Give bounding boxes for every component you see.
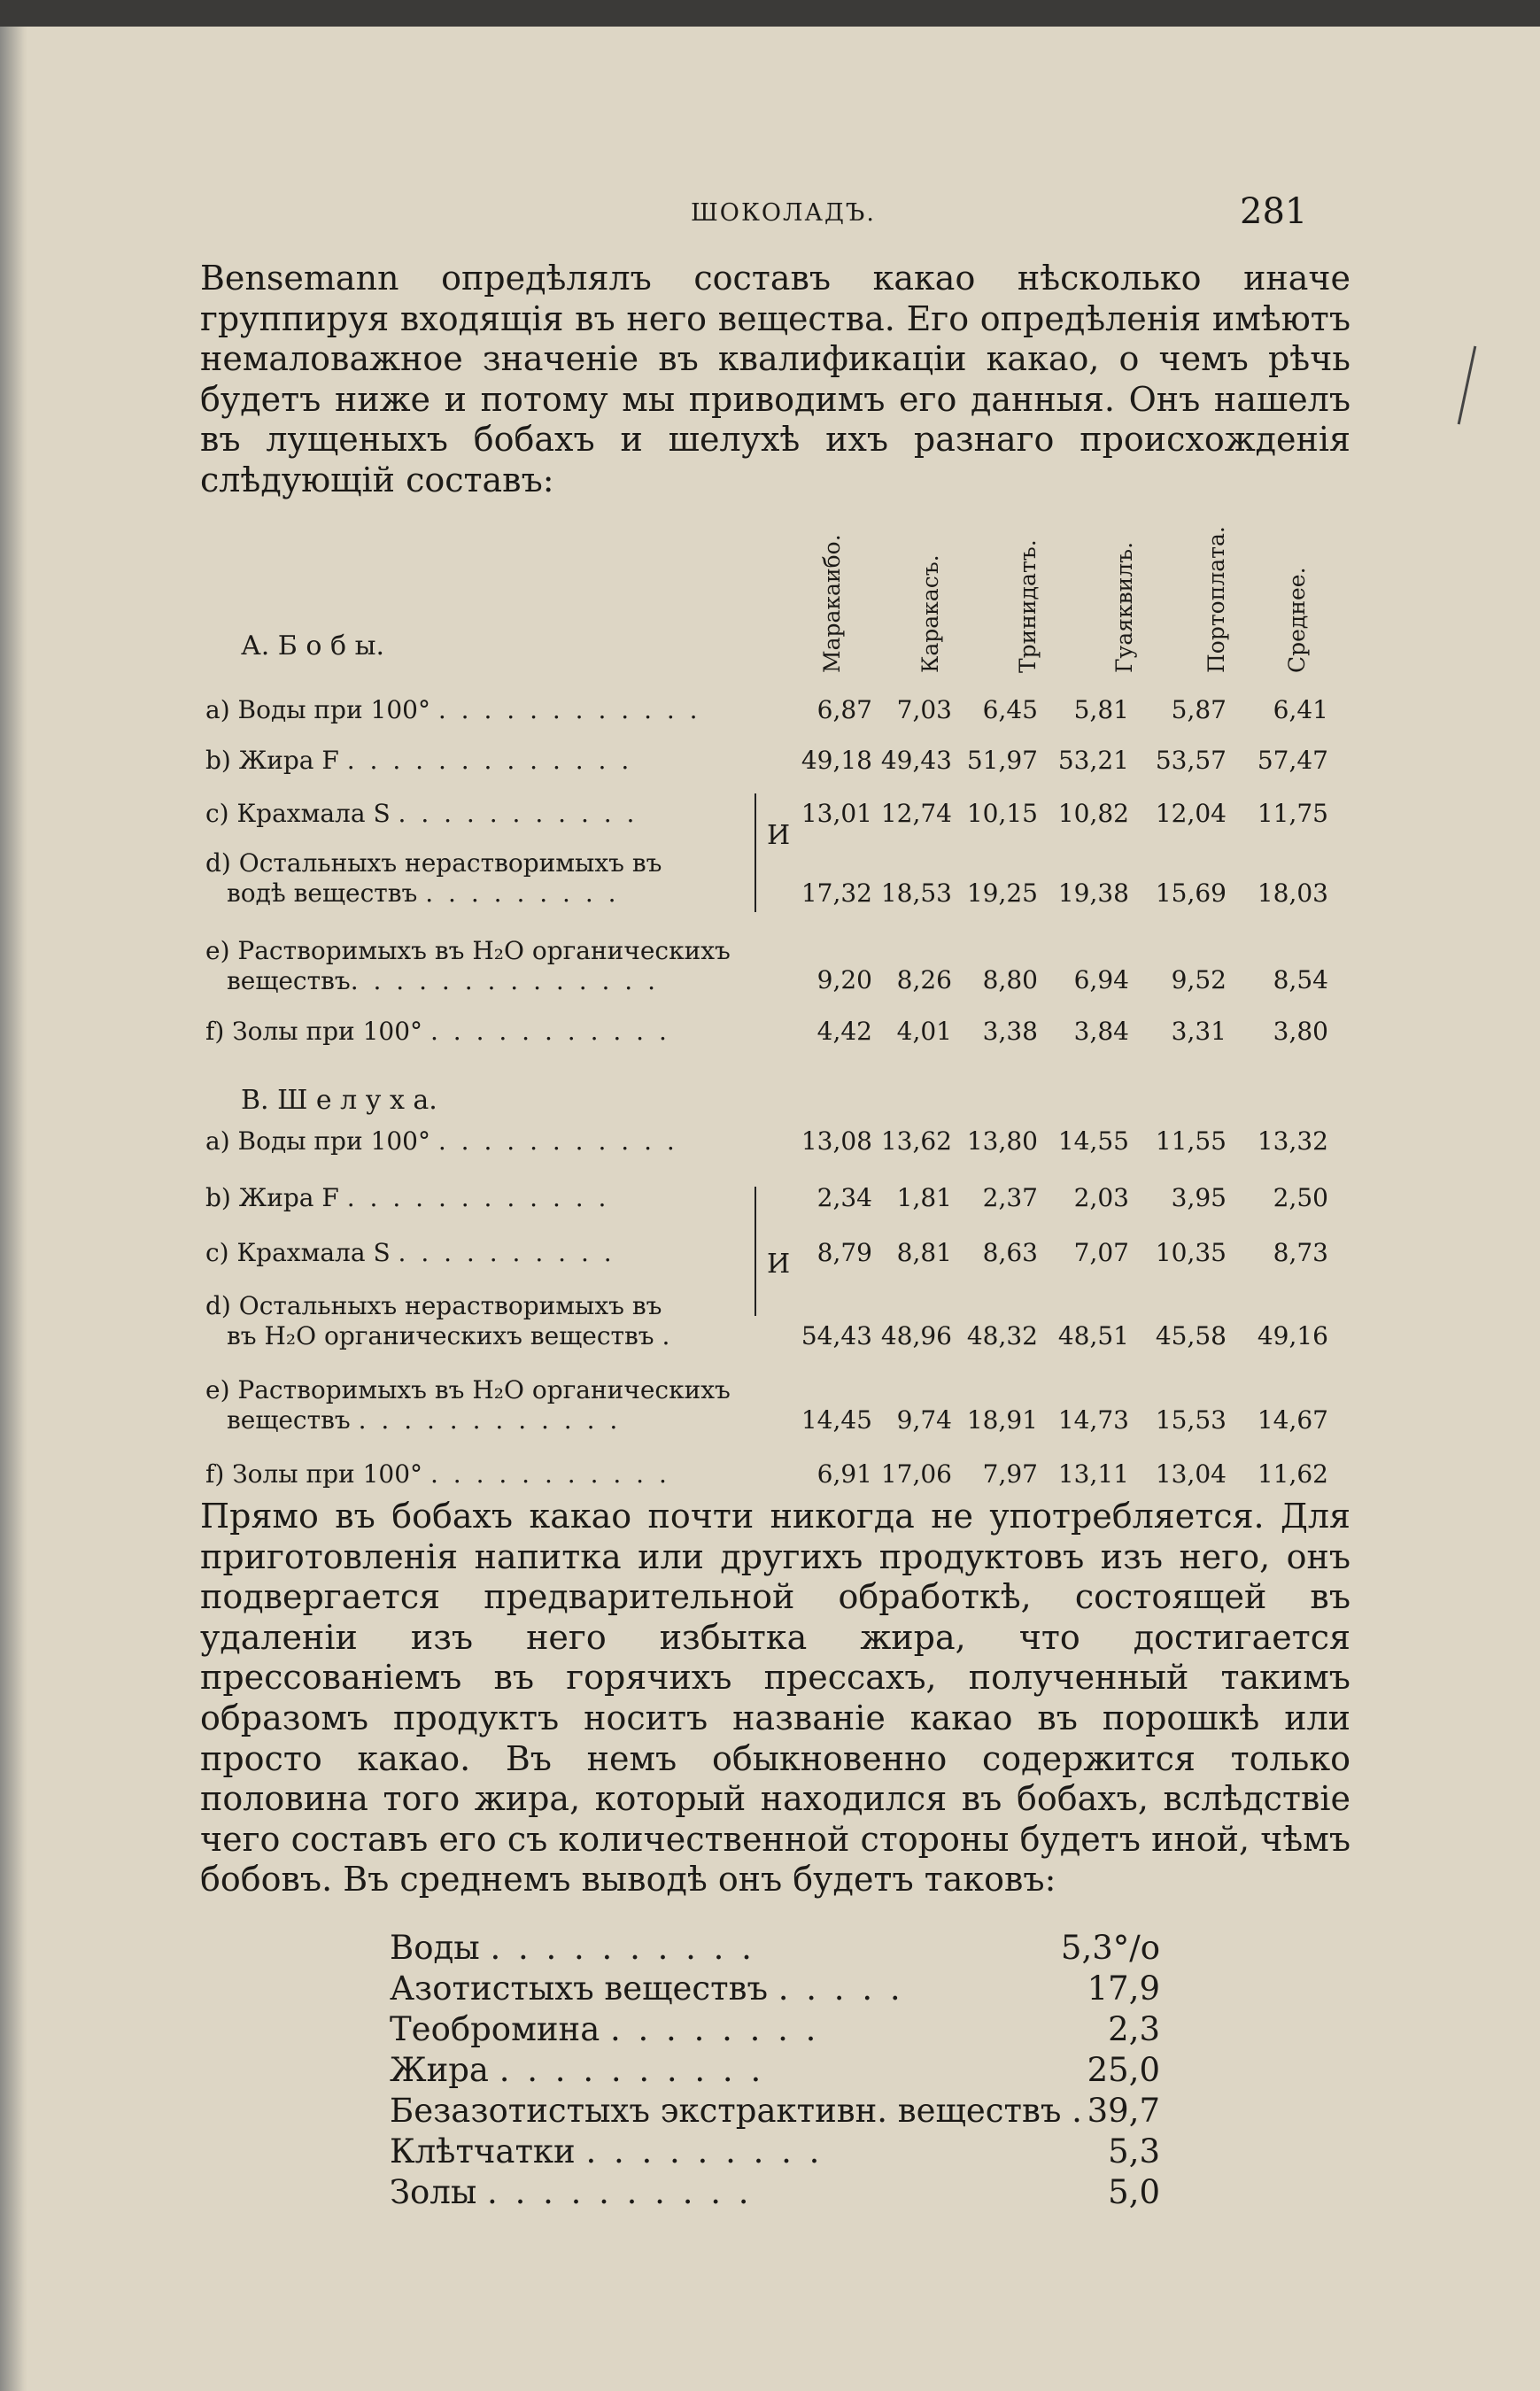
table-cell: 10,35 bbox=[1155, 1238, 1227, 1267]
table-row-label: f) Золы при 100° . . . . . . . . . . . bbox=[205, 1017, 670, 1046]
summary-item-value: 5,3°/o bbox=[1060, 1929, 1160, 1967]
table-cell: 2,03 bbox=[1073, 1183, 1129, 1212]
table-cell: 19,38 bbox=[1057, 878, 1129, 908]
table-cell: 5,87 bbox=[1171, 695, 1227, 724]
summary-item-label: Безазотистыхъ экстрактивн. веществъ . bbox=[390, 2092, 1086, 2130]
table-row-label: d) Остальныхъ нерастворимыхъ въ водѣ веществъ . . . . . . . . . bbox=[205, 848, 662, 908]
table-cell: 45,58 bbox=[1155, 1321, 1227, 1350]
table-row-label: f) Золы при 100° . . . . . . . . . . . bbox=[205, 1459, 670, 1489]
table-cell: 14,55 bbox=[1057, 1126, 1129, 1156]
table-cell: 3,95 bbox=[1171, 1183, 1227, 1212]
table-cell: 49,16 bbox=[1257, 1321, 1328, 1350]
table-row-label: a) Воды при 100° . . . . . . . . . . . . bbox=[205, 695, 701, 724]
column-header: Маракаибо. bbox=[819, 534, 845, 673]
table-cell: 14,73 bbox=[1057, 1405, 1129, 1435]
table-cell: 15,69 bbox=[1155, 878, 1227, 908]
table-cell: 48,32 bbox=[966, 1321, 1038, 1350]
table-cell: 14,45 bbox=[801, 1405, 872, 1435]
table-cell: 13,80 bbox=[966, 1126, 1038, 1156]
brace-bracket bbox=[755, 1187, 756, 1316]
table-cell: 2,37 bbox=[982, 1183, 1038, 1212]
table-cell: 3,31 bbox=[1171, 1017, 1227, 1046]
table-cell: 18,03 bbox=[1257, 878, 1328, 908]
table-row-label: d) Остальныхъ нерастворимыхъ въ въ H₂O органическихъ веществъ . bbox=[205, 1291, 670, 1350]
table-cell: 9,74 bbox=[896, 1405, 952, 1435]
table-cell: 4,01 bbox=[896, 1017, 952, 1046]
section-b-title: B. Ш е л у х а. bbox=[241, 1085, 437, 1116]
table-cell: 7,97 bbox=[982, 1459, 1038, 1489]
table-cell: 12,74 bbox=[880, 799, 952, 828]
table-cell: 5,81 bbox=[1073, 695, 1129, 724]
table-cell: 13,08 bbox=[801, 1126, 872, 1156]
table-row-label: c) Крахмала S . . . . . . . . . . . bbox=[205, 799, 638, 828]
table-cell: 7,07 bbox=[1073, 1238, 1129, 1267]
table-cell: 13,62 bbox=[880, 1126, 952, 1156]
table-cell: 13,32 bbox=[1257, 1126, 1328, 1156]
table-cell: 6,91 bbox=[816, 1459, 872, 1489]
summary-item-label: Теобромина . . . . . . . . bbox=[390, 2010, 820, 2048]
page-number: 281 bbox=[1240, 191, 1308, 232]
table-cell: 51,97 bbox=[966, 746, 1038, 775]
table-cell: 48,96 bbox=[880, 1321, 952, 1350]
table-cell: 11,75 bbox=[1257, 799, 1328, 828]
table-cell: 9,52 bbox=[1171, 965, 1227, 994]
table-cell: 7,03 bbox=[896, 695, 952, 724]
table-cell: 53,57 bbox=[1155, 746, 1227, 775]
scan-binding-shadow bbox=[0, 27, 25, 2391]
table-cell: 10,15 bbox=[966, 799, 1038, 828]
body-paragraph: Прямо въ бобахъ какао почти никогда не употребляется. Для приготовленія напитка или другихъ продуктовъ изъ него, онъ подвергается предварительной обработкѣ, состоящей въ удаленіи изъ него избытка жира, что достигается прессованіемъ въ горячихъ прессахъ, полученный такимъ образомъ продуктъ носитъ названіе какао въ порошкѣ или просто какао. Въ немъ обыкновенно содержится только половина того жира, который находился въ бобахъ, вслѣдствіе чего составъ его съ количественной стороны будетъ иной, чѣмъ бобовъ. Въ среднемъ выводѣ онъ будетъ таковъ: bbox=[200, 1497, 1350, 1900]
margin-mark bbox=[1458, 346, 1477, 425]
table-row-label: c) Крахмала S . . . . . . . . . . bbox=[205, 1238, 615, 1267]
table-cell: 9,20 bbox=[816, 965, 872, 994]
table-cell: 3,38 bbox=[982, 1017, 1038, 1046]
table-cell: 12,04 bbox=[1155, 799, 1227, 828]
table-cell: 11,62 bbox=[1257, 1459, 1328, 1489]
table-cell: 57,47 bbox=[1257, 746, 1328, 775]
table-cell: 13,01 bbox=[801, 799, 872, 828]
table-cell: 8,63 bbox=[982, 1238, 1038, 1267]
scan-top-edge bbox=[0, 0, 1540, 27]
summary-item-label: Азотистыхъ веществъ . . . . . bbox=[390, 1969, 904, 2008]
running-header: ШОКОЛАДЪ. bbox=[691, 199, 876, 227]
table-cell: 8,26 bbox=[896, 965, 952, 994]
table-cell: 11,55 bbox=[1155, 1126, 1227, 1156]
table-cell: 54,43 bbox=[801, 1321, 872, 1350]
table-cell: 49,18 bbox=[801, 746, 872, 775]
column-header: Тринидатъ. bbox=[1015, 539, 1041, 673]
table-cell: 10,82 bbox=[1057, 799, 1129, 828]
table-row-label: b) Жира F . . . . . . . . . . . . bbox=[205, 1183, 610, 1212]
table-cell: 3,80 bbox=[1273, 1017, 1328, 1046]
table-cell: 6,94 bbox=[1073, 965, 1129, 994]
table-cell: 6,45 bbox=[982, 695, 1038, 724]
table-cell: 17,32 bbox=[801, 878, 872, 908]
table-cell: 6,41 bbox=[1273, 695, 1328, 724]
table-row-label: e) Растворимыхъ въ H₂O органическихъ веществъ . . . . . . . . . . . . bbox=[205, 1375, 731, 1435]
table-cell: 8,73 bbox=[1273, 1238, 1328, 1267]
table-cell: 6,87 bbox=[816, 695, 872, 724]
table-cell: 3,84 bbox=[1073, 1017, 1129, 1046]
summary-item-value: 5,0 bbox=[1108, 2173, 1160, 2211]
table-cell: 49,43 bbox=[880, 746, 952, 775]
brace-bracket bbox=[755, 793, 756, 912]
table-cell: 19,25 bbox=[966, 878, 1038, 908]
table-cell: 15,53 bbox=[1155, 1405, 1227, 1435]
brace-letter: И bbox=[767, 1249, 791, 1280]
summary-item-value: 25,0 bbox=[1087, 2051, 1160, 2089]
table-cell: 1,81 bbox=[896, 1183, 952, 1212]
table-row-label: a) Воды при 100° . . . . . . . . . . . bbox=[205, 1126, 678, 1156]
table-cell: 8,80 bbox=[982, 965, 1038, 994]
section-a-title: А. Б о б ы. bbox=[241, 631, 384, 662]
column-header: Каракасъ. bbox=[917, 554, 943, 673]
table-cell: 18,53 bbox=[880, 878, 952, 908]
brace-letter: И bbox=[767, 820, 791, 851]
table-cell: 8,54 bbox=[1273, 965, 1328, 994]
summary-item-value: 2,3 bbox=[1108, 2010, 1160, 2048]
table-cell: 13,11 bbox=[1057, 1459, 1129, 1489]
summary-item-label: Золы . . . . . . . . . . bbox=[390, 2173, 753, 2211]
summary-item-label: Клѣтчатки . . . . . . . . . bbox=[390, 2132, 824, 2170]
summary-item-value: 39,7 bbox=[1087, 2092, 1160, 2130]
column-header: Среднее. bbox=[1284, 567, 1310, 673]
intro-paragraph: Bensemann опредѣлялъ составъ какао нѣсколько иначе группируя входящія въ него вещества. Его опредѣленія имѣютъ немаловажное значеніе въ квалификаціи какао, о чемъ рѣчь будетъ ниже и потому мы приводимъ его данныя. Онъ нашелъ въ лущеныхъ бобахъ и шелухѣ ихъ разнаго происхожденія слѣдующій составъ: bbox=[200, 259, 1350, 499]
column-header: Гуаяквилъ. bbox=[1111, 541, 1137, 673]
table-cell: 8,79 bbox=[816, 1238, 872, 1267]
summary-item-label: Воды . . . . . . . . . . bbox=[390, 1929, 755, 1967]
table-cell: 4,42 bbox=[816, 1017, 872, 1046]
table-cell: 2,50 bbox=[1273, 1183, 1328, 1212]
table-cell: 17,06 bbox=[880, 1459, 952, 1489]
table-cell: 8,81 bbox=[896, 1238, 952, 1267]
table-row-label: e) Растворимыхъ въ H₂O органическихъ веществъ. . . . . . . . . . . . . . bbox=[205, 936, 731, 995]
summary-item-label: Жира . . . . . . . . . . bbox=[390, 2051, 765, 2089]
table-cell: 2,34 bbox=[816, 1183, 872, 1212]
table-cell: 18,91 bbox=[966, 1405, 1038, 1435]
summary-item-value: 17,9 bbox=[1087, 1969, 1160, 2008]
table-cell: 13,04 bbox=[1155, 1459, 1227, 1489]
table-cell: 53,21 bbox=[1057, 746, 1129, 775]
table-row-label: b) Жира F . . . . . . . . . . . . . bbox=[205, 746, 633, 775]
summary-item-value: 5,3 bbox=[1108, 2132, 1160, 2170]
table-cell: 14,67 bbox=[1257, 1405, 1328, 1435]
column-header: Портоплата. bbox=[1203, 526, 1229, 673]
table-cell: 48,51 bbox=[1057, 1321, 1129, 1350]
